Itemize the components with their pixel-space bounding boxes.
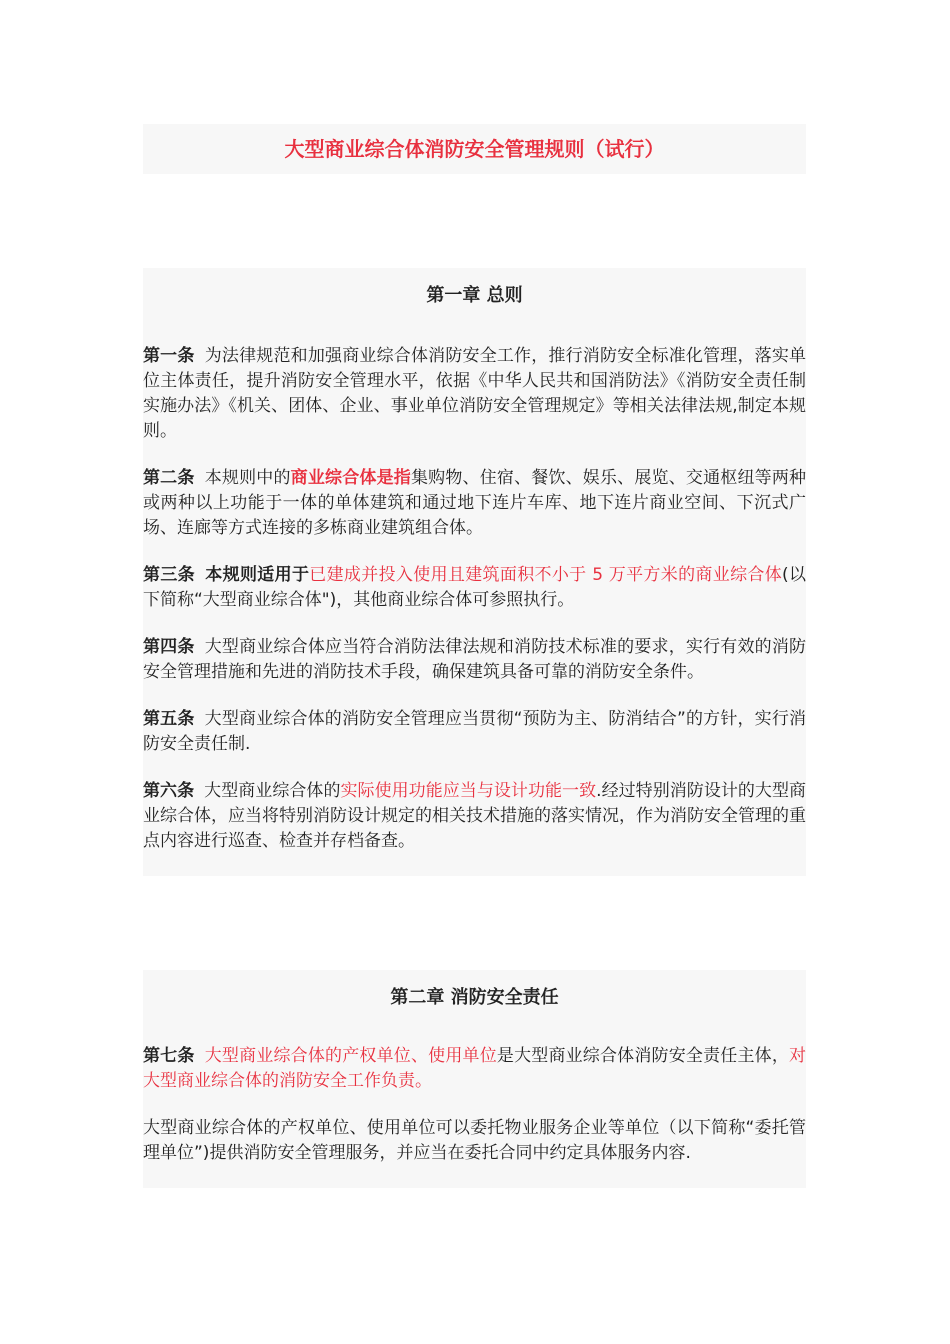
chapter-1-heading: 第一章 总则 bbox=[426, 285, 523, 306]
article-text-pre: 大型商业综合体的 bbox=[204, 781, 341, 801]
article-7 bbox=[143, 1044, 806, 1094]
chapter-1-section bbox=[143, 268, 806, 876]
article-highlight: 实际使用功能应当与设计功能一致 bbox=[340, 781, 597, 801]
chapter-2-paragraph: 大型商业综合体的产权单位、使用单位可以委托物业服务企业等单位（以下简称“委托管理单位”)提供消防安全管理服务，并应当在委托合同中约定具体服务内容. bbox=[143, 1118, 806, 1163]
article-4 bbox=[143, 635, 806, 685]
article-number: 第七条 bbox=[143, 1046, 195, 1066]
article-3 bbox=[143, 563, 806, 613]
article-2 bbox=[143, 466, 806, 541]
article-bold-text: 本规则适用于 bbox=[204, 565, 310, 585]
article-number: 第二条 bbox=[143, 468, 195, 488]
document-title: 大型商业综合体消防安全管理规则（试行） bbox=[284, 137, 665, 161]
article-text-pre: 本规则中的 bbox=[204, 468, 291, 488]
article-6 bbox=[143, 779, 806, 854]
article-number: 第四条 bbox=[143, 637, 195, 657]
article-text-post: .经过特别消防设计的大型商业综合体，应当将特别消防设计规定的相关技术措施的落实情况，作为消防安全管理的重点内容进行巡查、检查并存档备查。 bbox=[143, 781, 807, 851]
article-text-mid: 是大型商业综合体消防安全责任主体， bbox=[496, 1046, 790, 1066]
article-number: 第三条 bbox=[143, 565, 195, 585]
article-text: 大型商业综合体的消防安全管理应当贯彻“预防为主、防消结合”的方针，实行消防安全责任制. bbox=[143, 709, 806, 754]
chapter-2-heading: 第二章 消防安全责任 bbox=[390, 987, 559, 1008]
article-number: 第一条 bbox=[143, 346, 195, 366]
article-text-post: 集购物、住宿、餐饮、娱乐、展览、交通枢纽等两种或两种以上功能于一体的单体建筑和通过地下连片车库、地下连片商业空间、下沉式广场、连廊等方式连接的多栋商业建筑组合体。 bbox=[143, 468, 807, 538]
article-1 bbox=[143, 344, 806, 444]
article-highlight: 大型商业综合体的产权单位、使用单位 bbox=[204, 1046, 497, 1066]
article-5 bbox=[143, 707, 806, 757]
article-text-post: (以下简称“大型商业综合体")，其他商业综合体可参照执行。 bbox=[143, 565, 807, 610]
chapter-2-section bbox=[143, 970, 806, 1188]
title-band bbox=[143, 124, 806, 174]
article-number: 第五条 bbox=[143, 709, 195, 729]
article-text: 为法律规范和加强商业综合体消防安全工作，推行消防安全标准化管理，落实单位主体责任，提升消防安全管理水平，依据《中华人民共和国消防法》《消防安全责任制实施办法》《机关、团体、企业、事业单位消防安全管理规定》等相关法律法规,制定本规则。 bbox=[143, 346, 807, 441]
article-number: 第六条 bbox=[143, 781, 195, 801]
article-text: 大型商业综合体应当符合消防法律法规和消防技术标准的要求，实行有效的消防安全管理措施和先进的消防技术手段，确保建筑具备可靠的消防安全条件。 bbox=[143, 637, 807, 682]
article-highlight-2: 对大型商业综合体的消防安全工作负责。 bbox=[143, 1046, 807, 1091]
article-highlight: 商业综合体是指 bbox=[290, 468, 411, 488]
article-highlight: 已建成并投入使用且建筑面积不小于 5 万平方米的商业综合体 bbox=[309, 565, 783, 585]
